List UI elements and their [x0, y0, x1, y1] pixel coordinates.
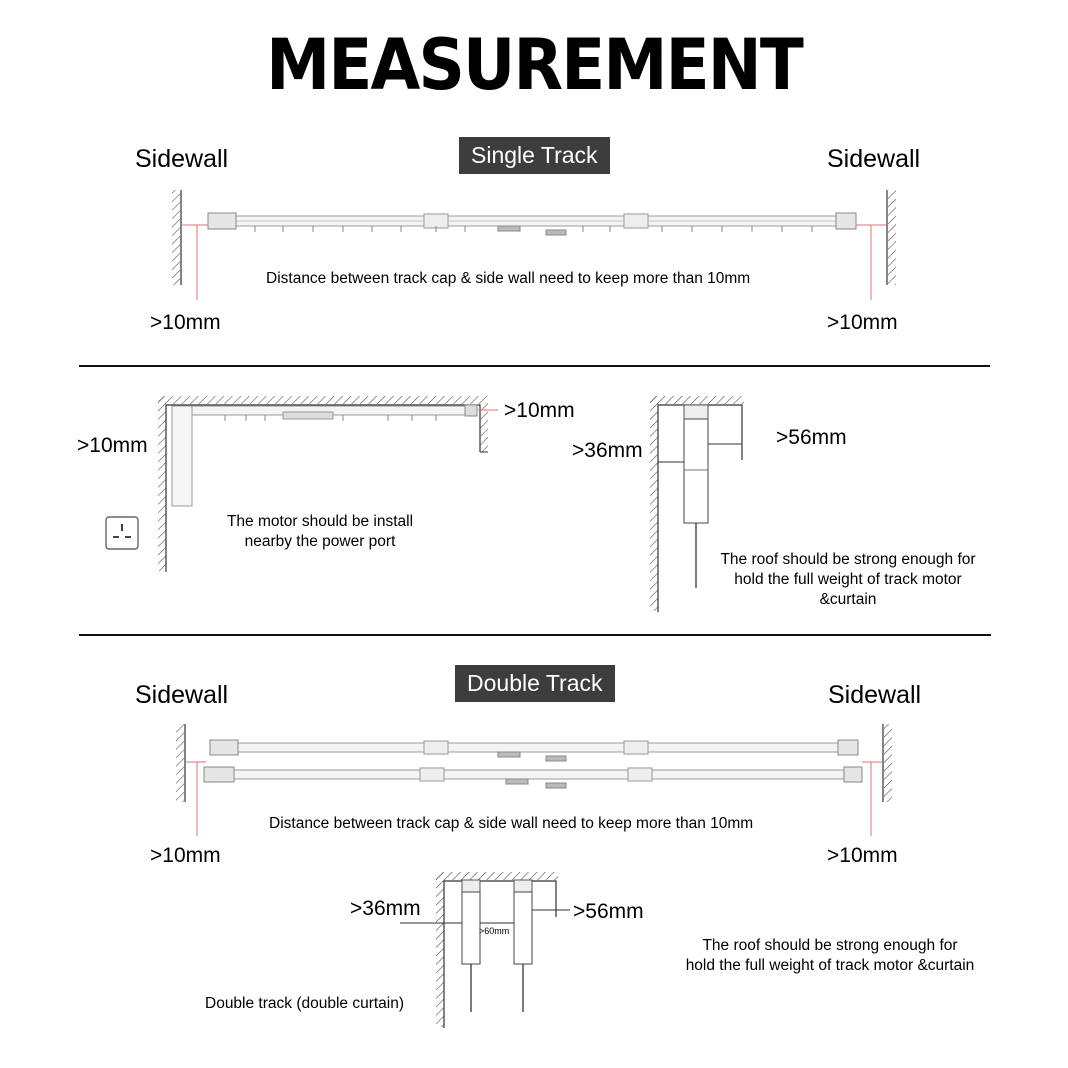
double-section-tracks: [400, 880, 570, 1012]
double-right-sidewall: [883, 724, 892, 802]
single-right-sidewall: [887, 190, 896, 285]
single-gap-markers: [182, 225, 886, 300]
single-track-rail: [208, 213, 856, 235]
single-sidewall-left-label: Sidewall: [135, 145, 229, 173]
double-gap-left-label: >10mm: [150, 844, 221, 867]
power-outlet-icon: [106, 517, 138, 549]
single-gap-note: Distance between track cap & side wall need to keep more than 10mm: [266, 270, 751, 287]
roof-note-single-line-1: The roof should be strong enough for: [720, 551, 976, 568]
roof-note-double: [666, 937, 994, 975]
motor-note-line-2: nearby the power port: [244, 533, 396, 550]
double-front-gap-label: >56mm: [573, 900, 644, 923]
install-wall-gap-label: >10mm: [77, 434, 148, 457]
roof-note-double-line-2: hold the full weight of track motor &curtain: [685, 957, 975, 974]
install-ceiling-gap-label: >10mm: [504, 399, 575, 422]
install-front-gap-label: >56mm: [776, 426, 847, 449]
motor-note: [200, 513, 440, 551]
single-track-badge: Single Track: [459, 137, 610, 174]
double-between-gap-label: >60mm: [479, 926, 510, 936]
single-gap-left-label: >10mm: [150, 311, 221, 334]
double-track-caption: Double track (double curtain): [205, 995, 405, 1012]
roof-note-single-line-3: &curtain: [819, 591, 877, 608]
install-side-gap-label: >36mm: [572, 439, 643, 462]
double-track-badge: Double Track: [455, 665, 615, 702]
motor-note-line-1: The motor should be install: [226, 513, 414, 530]
double-sidewall-right-label: Sidewall: [828, 681, 922, 709]
single-left-sidewall: [172, 190, 181, 285]
roof-note-single: [700, 551, 996, 609]
roof-note-double-line-1: The roof should be strong enough for: [702, 937, 958, 954]
single-gap-right-label: >10mm: [827, 311, 898, 334]
section-divider-bottom: [79, 634, 991, 636]
install-track: [172, 405, 498, 506]
roof-note-single-line-2: hold the full weight of track motor: [734, 571, 962, 588]
double-track-rails: [204, 740, 862, 788]
section-divider-top: [79, 365, 990, 367]
double-gap-note: Distance between track cap & side wall need to keep more than 10mm: [269, 815, 754, 832]
double-sidewall-left-label: Sidewall: [135, 681, 229, 709]
double-left-sidewall: [176, 724, 185, 802]
page-title: MEASUREMENT: [266, 24, 802, 106]
single-sidewall-right-label: Sidewall: [827, 145, 921, 173]
double-section-wall: [436, 872, 558, 1028]
double-gap-right-label: >10mm: [827, 844, 898, 867]
double-side-gap-label: >36mm: [350, 897, 421, 920]
